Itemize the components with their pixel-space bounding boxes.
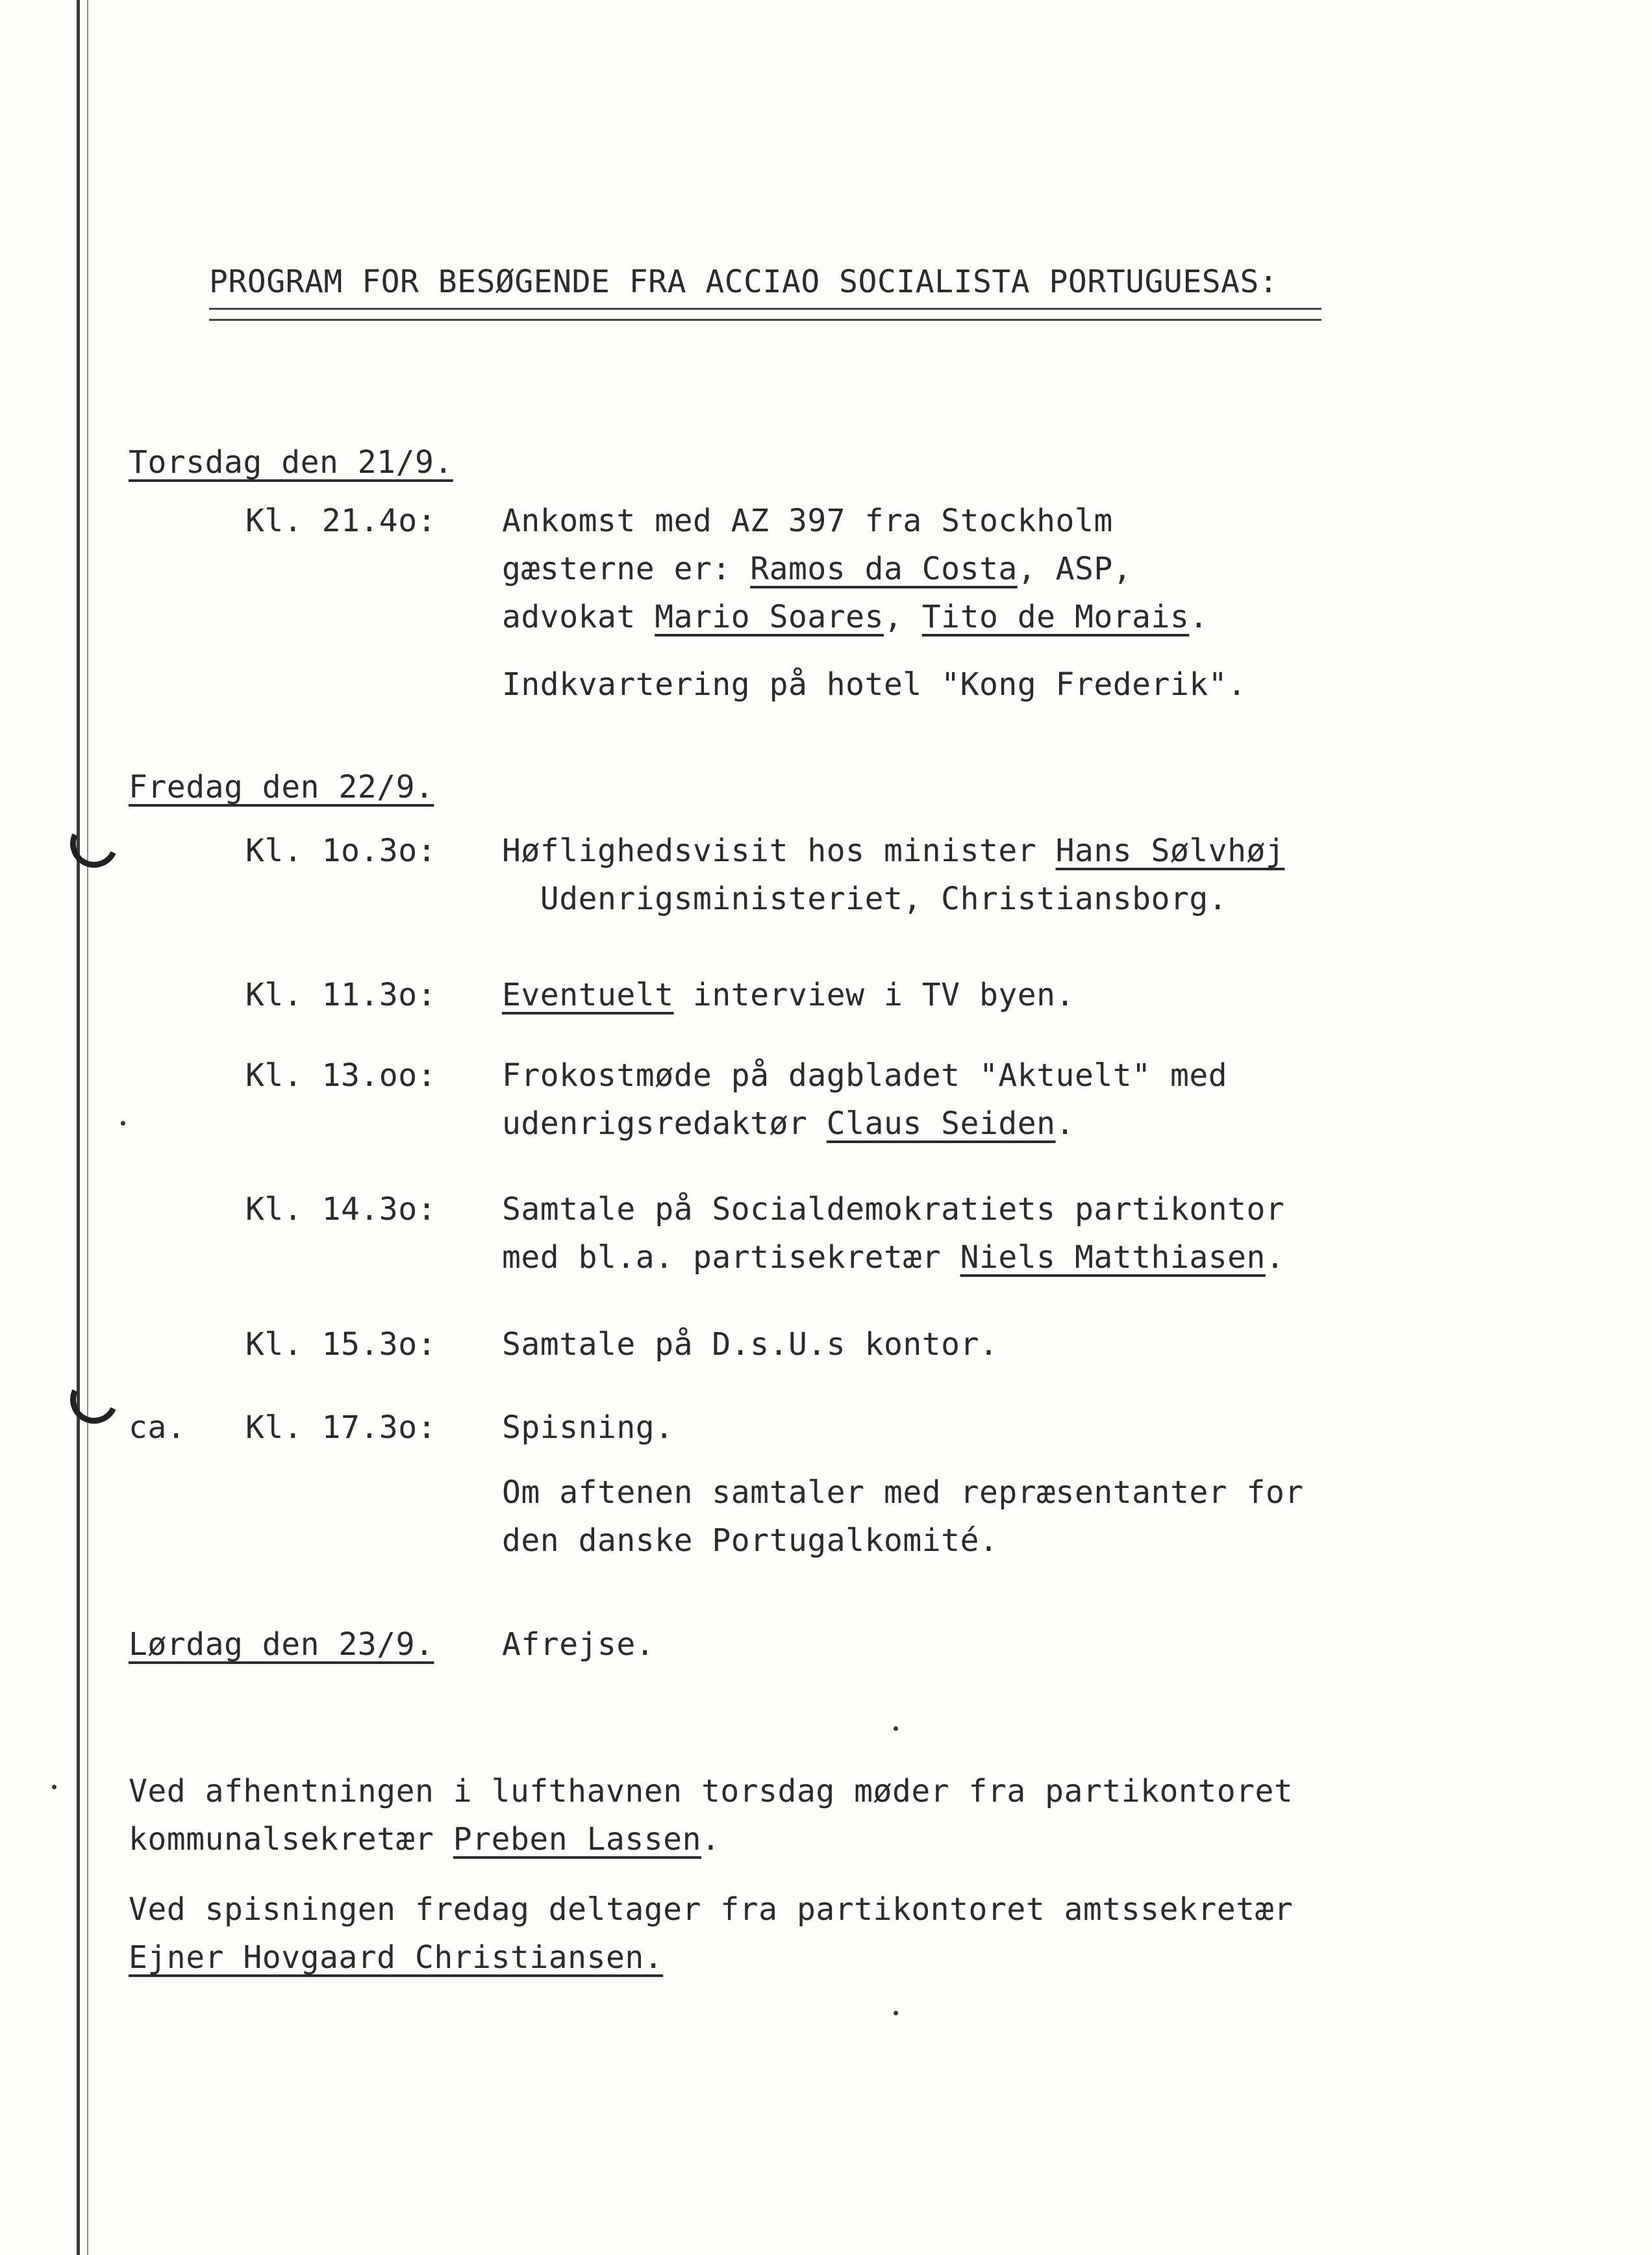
time-friday-4: Kl. 14.3o: [245,1191,436,1228]
entry-friday-2 [502,979,1075,1011]
entry-emphasis: Eventuelt [502,977,674,1013]
entry-friday-1 [502,833,1285,869]
person-name: Preben Lassen [453,1821,701,1858]
guests-line [502,553,1132,585]
time-thursday: Kl. 21.4o: [245,503,436,539]
ink-speck [894,2011,898,2015]
entry-friday-3: Frokostmøde på dagbladet "Aktuelt" med [502,1057,1228,1094]
person-name: Niels Matthiasen [960,1239,1266,1276]
dinner-paragraph-name: Ejner Hovgaard Christiansen. [129,1939,664,1976]
entry-friday-5: Samtale på D.s.U.s kontor. [502,1326,999,1363]
period: . [1189,599,1208,635]
handwritten-margin-mark [64,813,125,875]
guest-name-2: Mario Soares [655,599,884,635]
person-name: Hans Sølvhøj [1055,833,1285,869]
person-name: Claus Seiden [826,1105,1056,1142]
role-text: kommunalsekretær [129,1821,453,1858]
separator: , [883,599,922,635]
guests-label: gæsterne er: [502,551,751,587]
day-heading-saturday: Lørdag den 23/9. [129,1626,434,1663]
period: . [1265,1239,1285,1276]
document-title: PROGRAM FOR BESØGENDE FRA ACCIAO SOCIALISTA PORTUGUESAS: [209,264,1279,300]
pickup-paragraph-line2 [129,1821,721,1858]
arrival-text: Ankomst med AZ 397 fra Stockholm [502,503,1113,539]
time-friday-1: Kl. 1o.3o: [245,833,436,869]
guests-label-2: advokat [502,599,655,635]
time-friday-2: Kl. 11.3o: [245,977,436,1013]
ink-speck [52,1785,56,1789]
time-friday-3: Kl. 13.oo: [245,1057,436,1094]
lodging-text: Indkvartering på hotel "Kong Frederik". [502,666,1247,703]
approx-prefix: ca. [129,1409,186,1446]
entry-friday-1-line2: Udenrigsministeriet, Christiansborg. [502,881,1228,917]
entry-friday-6-line3: den danske Portugalkomité. [502,1522,999,1559]
guest-name-3: Tito de Morais [921,599,1190,635]
guests-line-2 [502,601,1208,633]
dinner-paragraph-line1: Ved spisningen fredag deltager fra partikontoret amtssekretær [129,1891,1294,1928]
handwritten-margin-mark-2 [64,1369,125,1431]
period: . [1055,1105,1075,1142]
period: . [701,1821,721,1858]
entry-text: interview i TV byen. [673,977,1075,1013]
entry-friday-4-line2 [502,1239,1285,1276]
entry-text: med bl.a. partisekretær [502,1239,960,1276]
day-heading-friday: Fredag den 22/9. [129,769,434,805]
title-double-rule [209,308,1321,321]
time-friday-6: Kl. 17.3o: [245,1409,436,1446]
guest-affiliation: , ASP, [1017,551,1133,587]
entry-text: udenrigsredaktør [502,1105,827,1142]
pickup-paragraph-line1: Ved afhentningen i lufthavnen torsdag møder fra partikontoret [129,1773,1294,1809]
entry-friday-4: Samtale på Socialdemokratiets partikontor [502,1191,1285,1228]
ink-speck [894,1726,898,1731]
guest-name: Ramos da Costa [750,551,1018,587]
day-heading-thursday: Torsdag den 21/9. [129,444,453,481]
entry-friday-6-line2: Om aftenen samtaler med repræsentanter for [502,1474,1304,1511]
entry-friday-6: Spisning. [502,1409,674,1446]
entry-friday-3-line2 [502,1105,1075,1142]
ink-speck [121,1121,125,1126]
time-friday-5: Kl. 15.3o: [245,1326,436,1363]
entry-text: Høflighedsvisit hos minister [502,833,1056,869]
departure-text: Afrejse. [502,1626,655,1663]
